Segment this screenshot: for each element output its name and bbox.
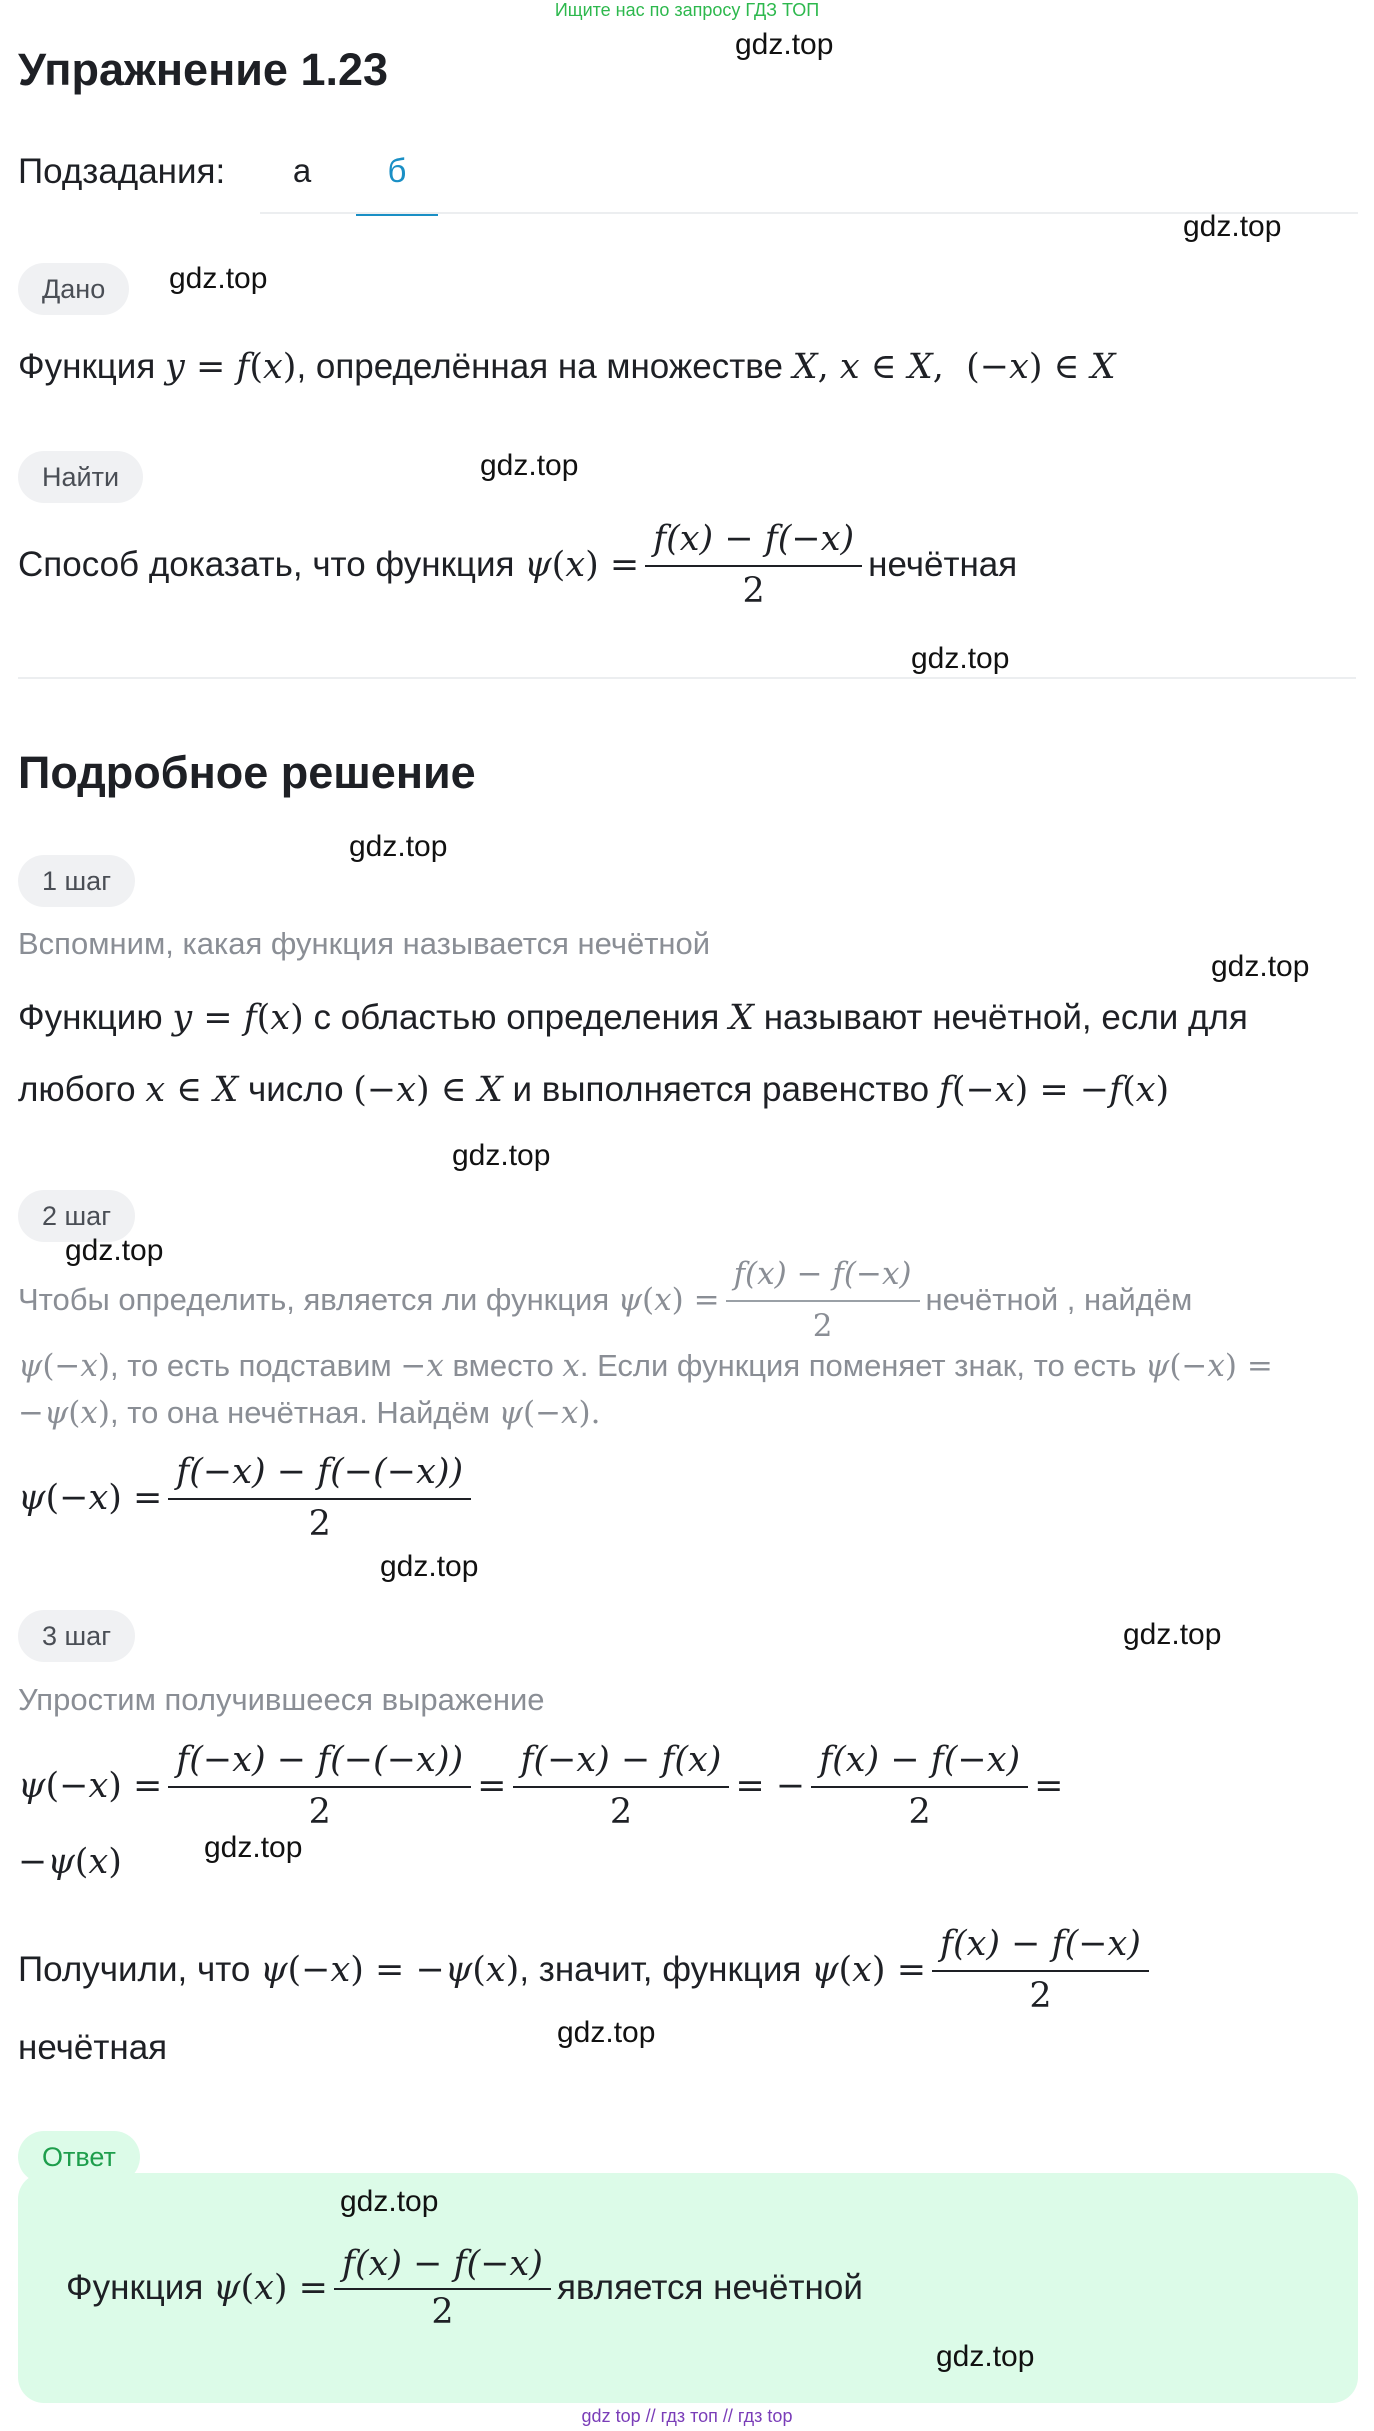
tab-b[interactable]: б xyxy=(356,152,438,216)
step3-concl-b: , значит, функция xyxy=(519,1950,802,1989)
answer-box xyxy=(18,2173,1358,2403)
step2-badge: 2 шаг xyxy=(18,1190,135,1242)
step3-formula-line1: ψ (− x ) = $\frac{f(-x) - f(-(-x))}{2}$ = $\frac{f(-x) - f(x)}{2}$ = − $\frac{f(x) - f(-x)}{2}$ = xyxy=(18,1740,1064,1832)
step2-hint1-a: Чтобы определить, является ли функция xyxy=(18,1282,610,1317)
watermark: gdz.top xyxy=(480,449,579,482)
subtasks-label: Подзадания: xyxy=(18,152,226,191)
answer-suffix: является нечётной xyxy=(556,2268,863,2307)
step3-conclusion-fraction: $\frac{f(x) - f(-x)}{2}$ xyxy=(932,1922,1149,2018)
solution-heading: Подробное решение xyxy=(18,747,476,798)
find-suffix: нечётная xyxy=(868,545,1018,584)
step1-line2-b: число xyxy=(247,1070,344,1109)
step3-formula-line2: −ψ(x) xyxy=(18,1842,122,1882)
step3-fraction-1: $\frac{f(-x) - f(-(-x))}{2}$ xyxy=(168,1738,471,1834)
watermark: gdz.top xyxy=(65,1234,164,1267)
step1-badge: 1 шаг xyxy=(18,855,135,907)
watermark: gdz.top xyxy=(452,1139,551,1172)
step1-line1-a: Функцию xyxy=(18,998,163,1037)
step3-conclusion: Получили, что ψ (− x ) = − ψ ( x ) , значит, функция ψ ( x ) = $\frac{f(x) - f(-x)}{2}$ xyxy=(18,1918,1155,2022)
watermark: gdz.top xyxy=(1211,950,1310,983)
watermark: gdz.top xyxy=(735,28,834,61)
watermark: gdz.top xyxy=(557,2016,656,2049)
section-divider xyxy=(18,677,1356,679)
answer-text: Функция ψ ( x ) = $\frac{f(x) - f(-x)}{2}$ является нечётной xyxy=(66,2244,863,2332)
step1-line2: любого x ∈ X число (−x) ∈ X и выполняется равенство f(−x) = −f(x) xyxy=(18,1070,1170,1110)
top-banner[interactable]: Ищите нас по запросу ГДЗ ТОП xyxy=(554,0,820,20)
step2-formula: ψ (− x ) = $\frac{f(-x) - f(-(-x))}{2}$ xyxy=(18,1446,477,1550)
step2-hint-line3: −ψ(x), то она нечётная. Найдём ψ(−x). xyxy=(18,1395,601,1431)
given-middle: , определённая на множестве xyxy=(296,347,783,386)
step2-hint-line2: ψ(−x), то есть подставим −x вместо x. Если функция поменяет знак, то есть ψ(−x) = xyxy=(18,1348,1273,1384)
step2-hint2-b: вместо xyxy=(452,1348,554,1383)
step2-hint-line1: Чтобы определить, является ли функция ψ ( x ) = $\frac{f(x) - f(-x)}{2}$ нечётной , найдём xyxy=(18,1252,1192,1348)
step2-fraction: $\frac{f(x) - f(-x)}{2}$ xyxy=(726,1252,920,1348)
find-badge: Найти xyxy=(18,451,143,503)
answer-badge: Ответ xyxy=(18,2131,140,2183)
step2-formula-fraction: $\frac{f(-x) - f(-(-x))}{2}$ xyxy=(168,1450,471,1546)
step3-fraction-3: $\frac{f(x) - f(-x)}{2}$ xyxy=(811,1738,1028,1834)
psi-fraction: $\frac{f(x) - f(-x)}{2}$ xyxy=(645,517,862,613)
step1-line2-c: и выполняется равенство xyxy=(512,1070,930,1109)
given-badge: Дано xyxy=(18,263,129,315)
watermark: gdz.top xyxy=(1123,1618,1222,1651)
watermark: gdz.top xyxy=(169,262,268,295)
step1-hint: Вспомним, какая функция называется нечётной xyxy=(18,926,711,961)
watermark: gdz.top xyxy=(380,1550,479,1583)
step1-line2-a: любого xyxy=(18,1070,136,1109)
given-text: Функция y = f(x), определённая на множестве X, x ∈ X, (−x) ∈ X xyxy=(18,347,1116,387)
step2-hint1-b: нечётной , найдём xyxy=(925,1282,1193,1317)
step3-hint: Упростим получившееся выражение xyxy=(18,1682,545,1717)
answer-fraction: $\frac{f(x) - f(-x)}{2}$ xyxy=(334,2244,551,2332)
find-text: Способ доказать, что функция ψ ( x ) = $\frac{f(x) - f(-x)}{2}$ нечётная xyxy=(18,519,1018,611)
watermark: gdz.top xyxy=(340,2185,439,2218)
step3-conclusion-end: нечётная xyxy=(18,2028,168,2067)
given-prefix: Функция xyxy=(18,347,156,386)
tab-a[interactable]: а xyxy=(292,152,312,189)
step1-line1: Функцию y = f(x) с областью определения X называют нечётной, если для xyxy=(18,998,1248,1038)
step1-line1-b: с областью определения xyxy=(313,998,720,1037)
watermark: gdz.top xyxy=(349,830,448,863)
page-title: Упражнение 1.23 xyxy=(18,44,389,95)
step2-hint2-c: . Если функция поменяет знак, то есть xyxy=(579,1348,1137,1383)
find-prefix: Способ доказать, что функция xyxy=(18,545,515,584)
watermark: gdz.top xyxy=(911,642,1010,675)
step2-hint3-a: , то она нечётная. Найдём xyxy=(110,1395,491,1430)
watermark: gdz.top xyxy=(1183,210,1282,243)
answer-prefix: Функция xyxy=(66,2268,204,2307)
step2-hint2-a: , то есть подставим xyxy=(109,1348,392,1383)
step3-concl-a: Получили, что xyxy=(18,1950,251,1989)
step3-badge: 3 шаг xyxy=(18,1610,135,1662)
watermark: gdz.top xyxy=(204,1831,303,1864)
watermark: gdz.top xyxy=(936,2340,1035,2373)
step3-fraction-2: $\frac{f(-x) - f(x)}{2}$ xyxy=(513,1738,730,1834)
footer-links[interactable]: gdz top // гдз топ // гдз top xyxy=(581,2406,793,2426)
step1-line1-c: называют нечётной, если для xyxy=(763,998,1248,1037)
